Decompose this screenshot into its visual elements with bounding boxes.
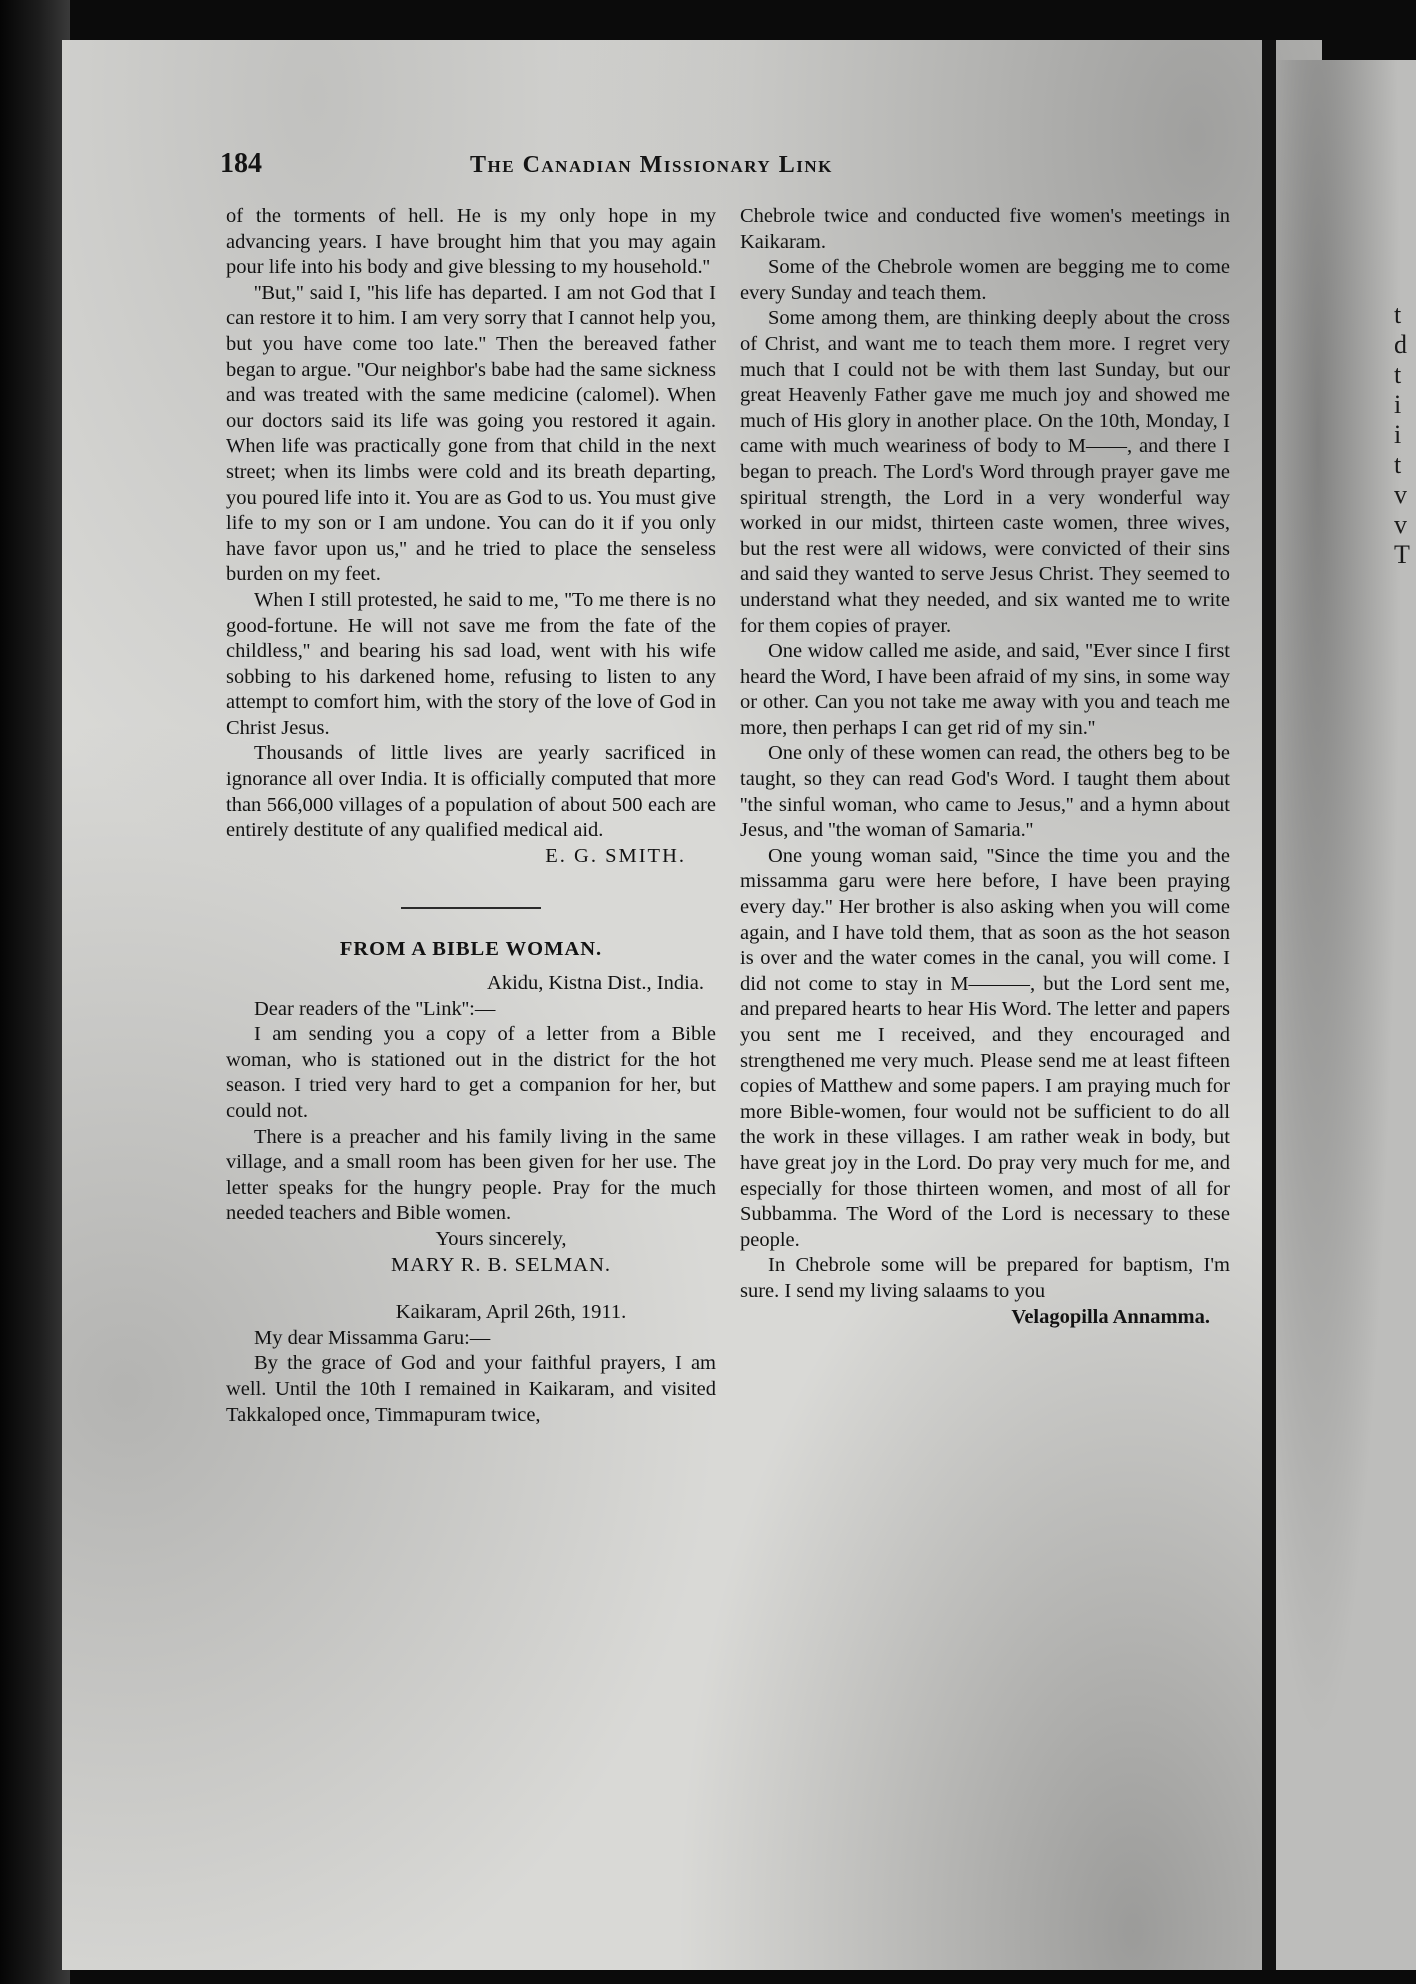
next-page-edge (1276, 60, 1416, 1970)
left-column (226, 204, 716, 1428)
running-header (220, 148, 1240, 188)
book-spine-shadow (0, 0, 70, 1984)
letter-author: MARY R. B. SELMAN. (391, 1253, 611, 1276)
paragraph: Some among them, are thinking deeply about the cross of Christ, and want me to teach them more. I regret very much that I could not be with them last Sunday, but our great Heavenly Father gave me much joy and showed me much of His glory in another place. On the 10th, Monday, I came with much weariness of body to M——, and there I began to preach. The Lord's Word through prayer gave me spiritual strength, the Lord in a very wonderful way worked in our midst, thirteen caste women, three wives, but the rest were all widows, were convicted of their sins and said they wanted to serve Jesus Christ. They seemed to understand what they needed, and six wanted me to write for them copies of prayer. (740, 307, 1230, 637)
page-number: 184 (220, 148, 262, 179)
letter-signature: Velagopilla Annamma. (1011, 1305, 1210, 1328)
paragraph: One widow called me aside, and said, ''Ever since I first heard the Word, I have been afraid of my sins, in some way or other. Can you not take me away with you and teach me more, then perhaps I can get rid of my sin.'' (740, 640, 1230, 739)
paragraph: Thousands of little lives are yearly sacrificed in ignorance all over India. It is officially computed that more than 566,000 villages of a population of about 500 each are entirely destitute of any qualified medical aid. (226, 742, 716, 842)
right-column (740, 204, 1230, 1330)
paragraph: Chebrole twice and conducted five women's meetings in Kaikaram. (740, 205, 1230, 253)
paragraph: When I still protested, he said to me, ''To me there is no good-fortune. He will not save me from the fate of the childless,'' and bearing his sad load, went with his wife sobbing to his darkened home, refusing to listen to any attempt to comfort him, with the story of the love of God in Christ Jesus. (226, 588, 716, 739)
paragraph: There is a preacher and his family living in the same village, and a small room has been given for her use. The letter speaks for the hungry people. Pray for the much needed teachers and Bible women. (226, 1125, 716, 1225)
section-divider (401, 907, 541, 909)
section-heading: FROM A BIBLE WOMAN. (339, 938, 603, 961)
letter-dateline: Akidu, Kistna Dist., India. (487, 972, 704, 995)
paragraph: of the torments of hell. He is my only hope in my advancing years. I have brought him that you may again pour life into his body and give blessing to my household.'' (226, 205, 716, 279)
paragraph: One only of these women can read, the others beg to be taught, so they can read God's Word. I taught them about ''the sinful woman, who came to Jesus,'' and a hymn about Jesus, and ''the woman of Samaria.'' (740, 742, 1230, 842)
next-page-fragment: t d t i i t v v T (1394, 300, 1410, 569)
journal-title: The Canadian Missionary Link (470, 152, 833, 178)
inner-letter-dateline: Kaikaram, April 26th, 1911. (395, 1301, 627, 1324)
letter-closing: Yours sincerely, (435, 1227, 567, 1250)
paragraph: One young woman said, ''Since the time you and the missamma garu were here before, I have been praying every day.'' Her brother is also asking when you will come again, and I have told them, that as soon as the hot season is over and the water comes in the canal, you will come. I did not come to stay in M———, but the Lord sent me, and prepared hearts to hear His Word. The letter and papers you sent me I received, and they encouraged and strengthened me very much. Please send me at least fifteen copies of Matthew and some papers. I am praying much for more Bible-women, four would not be sufficient to do all the work in these villages. I am rather weak in body, but have great joy in the Lord. Do pray very much for me, and especially for those thirteen women, and most of all for Subbamma. The Word of the Lord is necessary to these people. (740, 844, 1230, 1251)
page-gutter (1262, 40, 1276, 1970)
paragraph: In Chebrole some will be prepared for baptism, I'm sure. I send my living salaams to you (740, 1254, 1230, 1302)
paragraph: ''But,'' said I, ''his life has departed. I am not God that I can restore it to him. I am very sorry that I cannot help you, but you have come too late.'' Then the bereaved father began to argue. ''Our neighbor's babe had the same sickness and was treated with the same medicine (calomel). When our doctors said its life was going you restored it again. When life was practically gone from that child in the next street; when its limbs were cold and its breath departing, you poured life into it. You are as God to us. You must give life to my son or I am undone. You can do it if you only have favor upon us,'' and he tried to place the senseless burden on my feet. (226, 281, 716, 586)
paragraph: Some of the Chebrole women are begging me to come every Sunday and teach them. (740, 256, 1230, 304)
inner-letter-salutation: My dear Missamma Garu:— (254, 1326, 491, 1349)
letter-salutation: Dear readers of the ''Link'':— (254, 997, 496, 1020)
paragraph: By the grace of God and your faithful prayers, I am well. Until the 10th I remained in Kaikaram, and visited Takkaloped once, Timmapuram twice, (226, 1352, 716, 1426)
paragraph: I am sending you a copy of a letter from a Bible woman, who is stationed out in the district for the hot season. I tried very hard to get a companion for her, but could not. (226, 1023, 716, 1122)
author-signature: E. G. SMITH. (545, 844, 686, 867)
